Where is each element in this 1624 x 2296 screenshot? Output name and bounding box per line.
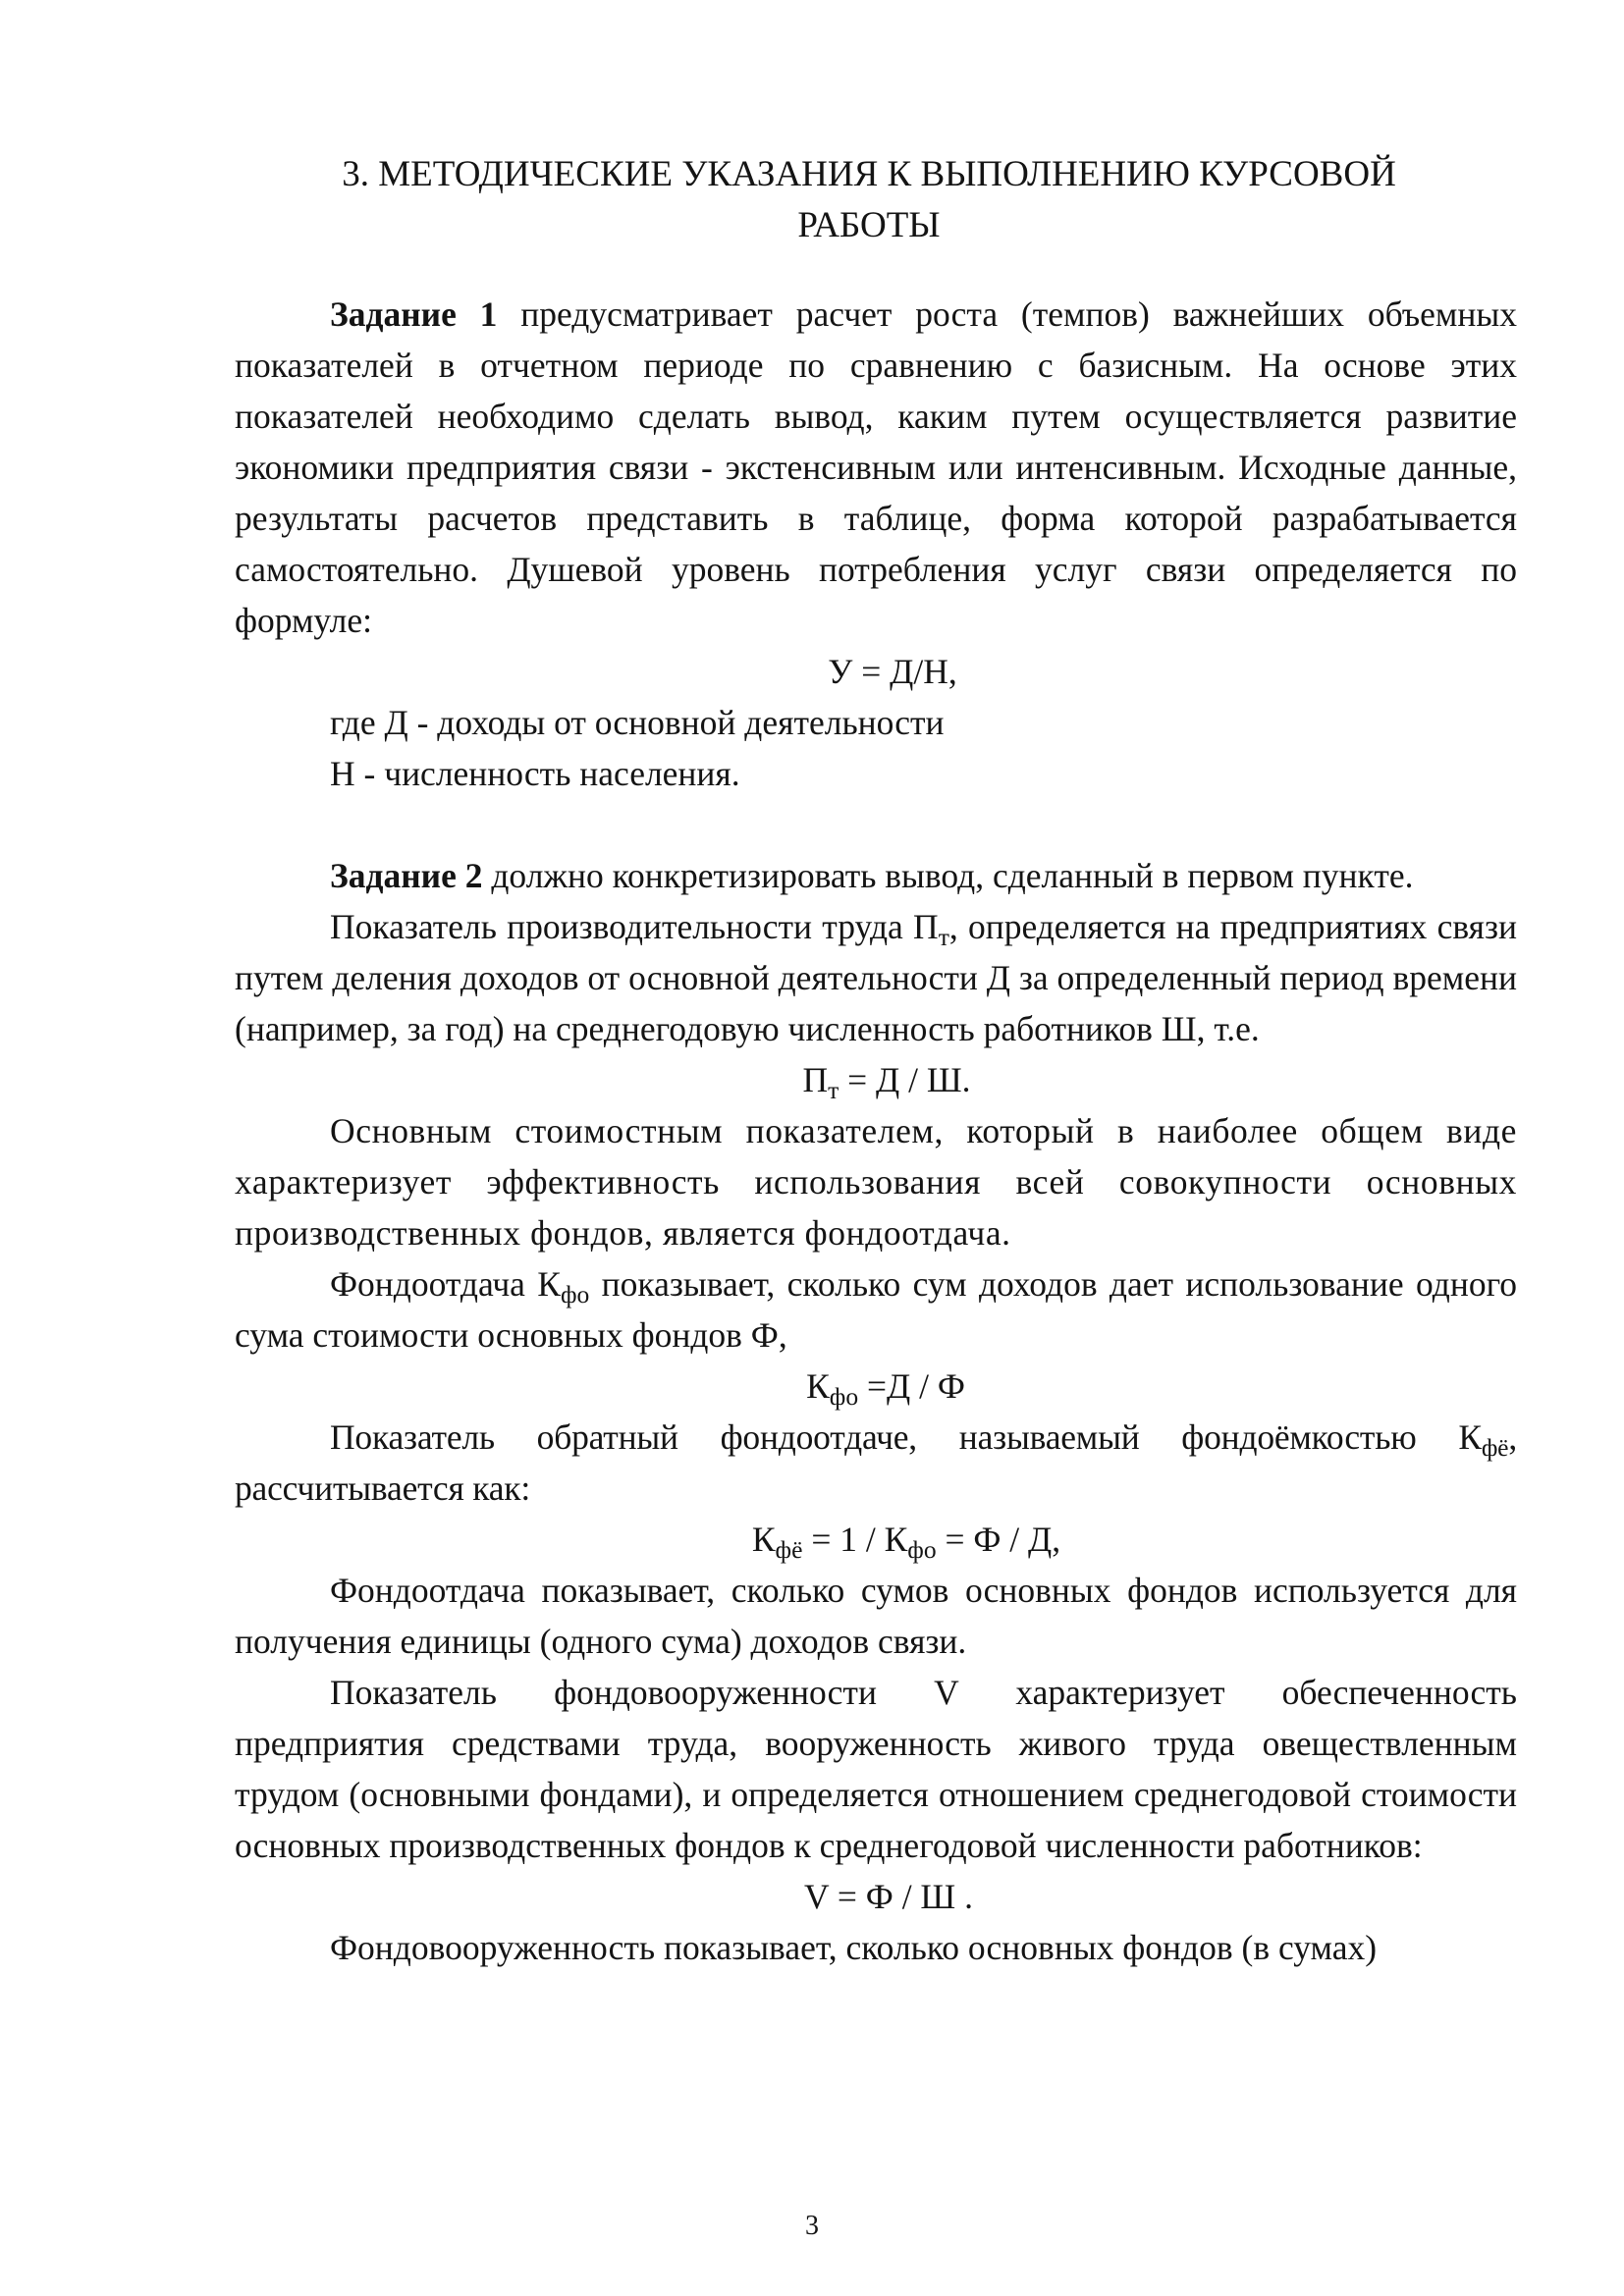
page-number: 3 bbox=[805, 2211, 819, 2241]
formula-explanation-population: Н - численность населения. bbox=[330, 754, 740, 793]
task-2-paragraph bbox=[235, 850, 1517, 901]
productivity-subscript: т bbox=[938, 923, 949, 952]
formula-capital-productivity-symbol: К bbox=[806, 1366, 830, 1406]
capital-intensity-subscript: фё bbox=[1481, 1433, 1509, 1463]
task-2-label: Задание 2 bbox=[330, 856, 483, 895]
capital-productivity-text-end: показывает, сколько сум доходов дает использование одного сума стоимости основных фондов Ф, bbox=[235, 1264, 1517, 1355]
formula-capital-productivity-rest: =Д / Ф bbox=[858, 1366, 965, 1406]
formula-capital-intensity-subscript-2: фо bbox=[907, 1535, 937, 1565]
section-title-line-2: РАБОТЫ bbox=[797, 205, 941, 245]
formula-consumption-level: У = Д/Н, bbox=[828, 652, 957, 691]
capital-intensity-explanation: Фондоотдача показывает, сколько сумов основных фондов используется для получения единицы (одного сума) доходов связи. bbox=[235, 1571, 1517, 1661]
section-title bbox=[236, 149, 1502, 251]
task-2-text: должно конкретизировать вывод, сделанный в первом пункте. bbox=[482, 856, 1414, 895]
formula-productivity bbox=[235, 1054, 1517, 1105]
formula-capital-productivity-subscript: фо bbox=[829, 1382, 859, 1412]
main-indicator-paragraph: Основным стоимостным показателем, который в наиболее общем виде характеризует эффективность использования всей совокупности основных производственных фондов, является фондоотдача. bbox=[235, 1111, 1517, 1253]
section-title-line-1: 3. МЕТОДИЧЕСКИЕ УКАЗАНИЯ К ВЫПОЛНЕНИЮ КУРСОВОЙ bbox=[342, 154, 1396, 194]
formula-productivity-subscript: т bbox=[828, 1076, 839, 1105]
formula-capital-intensity-symbol: К bbox=[751, 1520, 776, 1559]
capital-intensity-paragraph bbox=[235, 1412, 1517, 1514]
capital-productivity-subscript: фо bbox=[560, 1280, 590, 1309]
formula-productivity-rest: = Д / Ш. bbox=[839, 1060, 971, 1099]
capital-ratio-paragraph: Показатель фондовооруженности V характеризует обеспеченность предприятия средствами труда, вооруженность живого труда овеществленным трудом (основными фондами), и определяется отношением среднегодовой стоимости основных производственных фондов к среднегодовой численности работников: bbox=[235, 1673, 1517, 1865]
formula-capital-intensity-rest: = Ф / Д, bbox=[936, 1520, 1061, 1559]
formula-capital-intensity bbox=[235, 1514, 1517, 1565]
document-body bbox=[235, 289, 1517, 1973]
capital-ratio-explanation: Фондовооруженность показывает, сколько основных фондов (в сумах) bbox=[330, 1928, 1378, 1967]
formula-capital-productivity bbox=[235, 1361, 1517, 1412]
task-1-paragraph bbox=[235, 289, 1517, 646]
productivity-paragraph bbox=[235, 901, 1517, 1054]
formula-productivity-symbol: П bbox=[802, 1060, 829, 1099]
formula-capital-ratio: V = Ф / Ш . bbox=[804, 1877, 973, 1916]
capital-intensity-text-start: Показатель обратный фондоотдаче, называемый фондоёмкостью К bbox=[330, 1417, 1482, 1457]
task-1-text: предусматривает расчет роста (темпов) важнейших объемных показателей в отчетном периоде по сравнению с базисным. На основе этих показателей необходимо сделать вывод, каким путем осуществляется развитие экономики предприятия связи - экстенсивным или интенсивным. Исходные данные, результаты расчетов представить в таблице, форма которой разрабатывается самостоятельно. Душевой уровень потребления услуг связи определяется по формуле: bbox=[235, 294, 1517, 640]
capital-productivity-text-start: Фондоотдача К bbox=[330, 1264, 561, 1304]
capital-intensity-text-end: , рассчитывается как: bbox=[235, 1417, 1517, 1508]
productivity-text-start: Показатель производительности труда П bbox=[330, 907, 939, 946]
productivity-text-end: , определяется на предприятиях связи путем деления доходов от основной деятельности Д за определенный период времени (например, за год) на среднегодовую численность работников Ш, т.е. bbox=[235, 907, 1518, 1048]
formula-explanation-income: где Д - доходы от основной деятельности bbox=[330, 703, 945, 742]
paragraph-gap bbox=[235, 799, 1517, 850]
formula-capital-intensity-subscript: фё bbox=[775, 1535, 803, 1565]
formula-capital-intensity-middle: = 1 / К bbox=[802, 1520, 908, 1559]
capital-productivity-paragraph bbox=[235, 1258, 1517, 1361]
task-1-label: Задание 1 bbox=[330, 294, 498, 334]
